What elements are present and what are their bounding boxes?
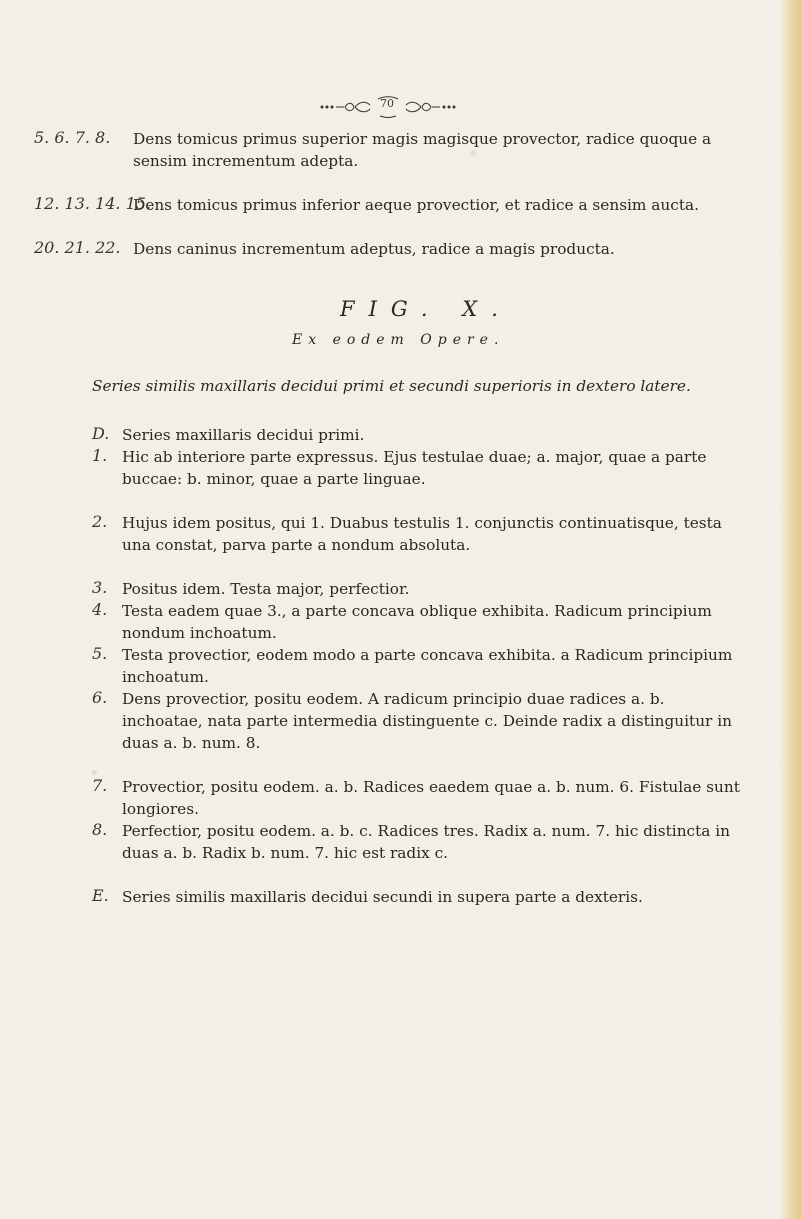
page-number: 70 [380,97,394,110]
item-label: 5. [92,644,108,663]
item-text: Series maxillaris decidui primi. [122,426,365,444]
item-text: Testa provectior, eodem modo a parte concava exhibita. a Radicum principium inchoatum. [122,646,733,686]
item-label: 6. [92,688,108,707]
entry-numbers: 5. 6. 7. 8. [34,128,111,147]
entry-text: Dens caninus incrementum adeptus, radice a magis producta. [133,240,615,258]
item-label: 1. [92,446,108,465]
item-text: Hujus idem positus, qui 1. Duabus testulis 1. conjunctis continuatisque, testa una constat, parva parte a nondum absoluta. [122,514,722,554]
item-text: Positus idem. Testa major, perfectior. [122,580,410,598]
item-label: D. [92,424,110,443]
figure-subtitle: Ex eodem Opere. [292,332,505,348]
item-label: 8. [92,820,108,839]
item-label: 4. [92,600,108,619]
item-text: Series similis maxillaris decidui secundi in supera parte a dexteris. [122,888,643,906]
entry-text: Dens tomicus primus superior magis magisque provector, radice quoque a sensim incrementum adepta. [133,130,712,170]
item-text: Testa eadem quae 3., a parte concava oblique exhibita. Radicum principium nondum inchoatum. [122,602,712,642]
series-description: Series similis maxillaris decidui primi et secundi superioris in dextero latere. [92,377,691,395]
paper-stain [92,770,97,775]
item-label: 7. [92,776,108,795]
item-label: E. [92,886,109,905]
entry-numbers: 12. 13. 14. 15. [34,194,152,213]
item-text: Hic ab interiore parte expressus. Ejus testulae duae; a. major, quae a parte buccae: b. minor, quae a parte linguae. [122,448,707,488]
item-label: 3. [92,578,108,597]
item-text: Perfectior, positu eodem. a. b. c. Radices tres. Radix a. num. 7. hic distincta in duas a. b. Radix b. num. 7. hic est radix c. [122,822,730,862]
item-text: Provectior, positu eodem. a. b. Radices eaedem quae a. b. num. 6. Fistulae sunt longiores. [122,778,740,818]
entry-numbers: 20. 21. 22. [34,238,121,257]
entry-text: Dens tomicus primus inferior aeque provectior, et radice a sensim aucta. [133,196,699,214]
figure-title: FIG. X. [340,297,512,321]
item-text: Dens provectior, positu eodem. A radicum principio duae radices a. b. inchoatae, nata parte intermedia distinguente c. Deinde radix a distinguitur in duas a. b. num. 8. [122,690,732,752]
page-edge [779,0,801,1219]
item-label: 2. [92,512,108,531]
